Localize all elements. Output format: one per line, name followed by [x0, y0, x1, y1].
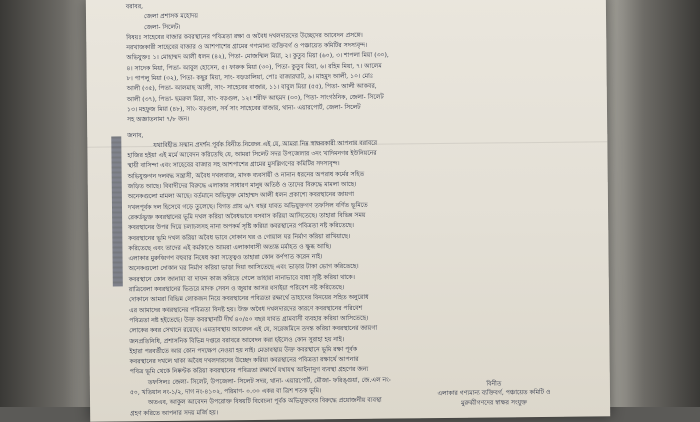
body-line: কবরস্থানে কোন জানাযা বা দাফন কাজ করিতে গেলে তাহারা নানাভাবে বাধা সৃষ্টি করিয়া থাকে। — [128, 273, 355, 284]
body-line: হাজির হইয়া এই মর্মে আবেদন করিতেছি যে, আমরা সিলেট সদর উপজেলার ৩নং খাদিমনগর ইউনিয়নের — [127, 149, 377, 160]
body-line: অনেকগুলো দোকান ঘর নির্মাণ করিয়া ভাড়া দিয়া আসিতেছে এবং ভাড়ার টাকা ভোগ করিতেছে। — [128, 263, 359, 273]
schedule-line: ৫০, খতিয়ান নং-১/২, দাগ নং-৪১০২, পরিমাণ- ০.৩০ একর বা ত্রিশ শতক ভূমি। — [129, 387, 322, 397]
body-line: জনপ্রতিনিধি, প্রশাসনিক বিভিন্ন দপ্তরে বরাবরে আবেদন করা হইলেও কোন সুরাহা হয় নাই। — [129, 335, 345, 345]
accused-line: ৮। পাপলু মিয়া (৩২), পিতা- কছুর মিয়া, সাং- বড়ডালিয়া, পোঃ বাজারঘাট, ৯। মাহমুদ আলী, ১০। মোঃ — [126, 72, 374, 83]
accused-line: সহ অজ্ঞাতনামা ৭/৮ জন। — [127, 115, 190, 124]
body-line: ইহারা পরবর্তীতে আর কোন পদক্ষেপ নেওয়া হয় নাই। মেডাবস্থায় উক্ত কবরস্থানে ভূমি রক্ষা পূর্বক — [129, 345, 358, 356]
body-line: কবরস্থানের দখলে থাকা অবৈধ দখলদারদের উচ্ছেদ করিয়া কবরস্থানের পবিত্রতা রক্ষার্থে আপনার — [129, 355, 359, 366]
schedule-line: তফসিলঃ জেলা- সিলেট, উপজেলা- সিলেট সদর, থানা- এয়ারপোর্ট, মৌজা- ফরিঙ্গুয়া, জে.এল নং- — [147, 376, 391, 386]
subject-line: বিষয়ঃ সাহেবের বাজার কবরস্থানের পবিত্রতা রক্ষা ও অবৈধ দখলদারদের উচ্ছেদের আবেদন প্রসঙ্গে। — [126, 31, 363, 42]
accused-line: ১৩। মহফুজ মিয়া (৪৮), সাং- বড়গুল, সর্ব সাং সাহেবের বাজার, থানা- এয়ারপোর্ট, জেলা- সিলেট — [126, 103, 361, 114]
body-line: করিতেছে এবং তাদের এই কর্মকাণ্ডে আমরা এলাকাবাসী অত্যন্ত মর্মাহত ও ক্ষুব্ধ আছি। — [128, 243, 332, 253]
closing-line: অতএব, আকুল আবেদন উপরোক্ত বিষয়টি বিবেচনা পূর্বক অভিযুক্তদের বিরুদ্ধে প্রয়োজনীয় ব্যবস্থা — [148, 396, 382, 407]
signature-block — [404, 378, 584, 408]
applicants-line: নরখাজকারী সাহেবের বাজার ও আশপাশের গ্রামের গণ্যমান্য ব্যক্তিবর্গ ও পঞ্চায়েত কমিটির সদস্যবৃন্দ। — [126, 41, 368, 52]
body-line: রেকর্ডভুক্ত কবরস্থানের ভূমি দখল করিয়া অবৈধভাবে বসবাস করিয়া আসিতেছে। তাহারা বিভিন্ন সময় — [128, 211, 366, 222]
body-line: অভিযুক্তগন দলবদ্ধ সন্ত্রাসী, অবৈধ দখলবাজ, মাদক ব্যবসায়ী ও নানান ধরনের অপরাধ কর্মের সহিত — [127, 170, 365, 181]
address-recipient: জেলা প্রশাসক মহোদয় — [143, 12, 198, 21]
margin-shadow — [111, 136, 123, 286]
body-line: স্থায়ী বাসিন্দা এবং সাহেবের বাজার সহ আশপাশের গ্রামের মুসল্লিগণের কমিটির সদস্যবৃন্দ। — [127, 160, 340, 170]
body-line: রাত্রিবেলা কবরস্থানের ভিতরে মাদক সেবন ও জুয়ার আসর বসাইয়া পরিবেশ নষ্ট করিতেছে। — [128, 284, 345, 294]
body-line: কবরস্থানের ভূমি দখল করিয়া অবৈধ ভাবে দোকান ঘর ও গোয়াল ঘর নির্মাণ করিয়া রাখিয়াছে। — [128, 232, 351, 242]
signature-line: বিনীত — [486, 379, 502, 388]
address-district: জেলা- সিলেট। — [144, 23, 181, 31]
body-line: পবিত্র ভূমি থেকে নিষ্কণ্টক করিয়া কবরস্থানের পবিত্রতা রক্ষার্থে যথাযথ আইনানুগ ব্যবস্থা গ্রহণের জন্য — [129, 366, 369, 376]
signature-line: এলাকার গণ্যমান্য ব্যক্তিবর্গ, পঞ্চায়েত কমিটি ও — [437, 388, 551, 398]
body-line: পবিত্রতা নষ্ট হইতেছে। উক্ত কবরস্থানটি দীর্ঘ ৪০/৫০ বছর যাবত গ্রামবাসী ব্যবহার করিয়া আসিতেছে। — [129, 314, 369, 325]
letter-page — [86, 0, 610, 422]
body-line: যথাবিহীত সম্মান প্রদর্শন পূর্বক বিনীত নিবেদন এই যে, আমরা নিম্ন স্বাক্ষরকারী আপনার বরাবরে — [153, 139, 378, 149]
accused-line: আলী (৩৭), পিতা- ছমরুল মিয়া, সাং- বড়গুল, ১২। শরীফ আহমদ (৩০), পিতা- সাংগঠনিক, জেলা- সিলেট — [126, 93, 384, 103]
body-line: লোকের কবর সেখানে রয়েছে। এমতাবস্থায় আবেদন এই যে, সরেজমিনে তদন্ত করিয়া কবরস্থানের জায়গা — [129, 324, 378, 335]
address-to: বরাবর, — [125, 3, 144, 11]
body-line: অনেকগুলো মামলা আছে। বর্তমানে অভিযুক্ত মোহাম্মদ আলী ধলন প্রকাশ্যে কবরস্থানের জায়গা — [127, 191, 355, 201]
salutation: জনাব, — [127, 131, 144, 139]
body-line: কবরস্থানের উপর দিয়ে চলাচলসহ নানা অপকর্ম সৃষ্টি করিয়া কবরস্থানের পবিত্রতা নষ্ট করিতেছে। — [128, 222, 355, 232]
body-line: এলাকার মুরুব্বিগণ বহুবার নিষেধ করা সত্ত্বেও তাহারা কোন কর্ণপাত করেন নাই। — [128, 253, 323, 263]
accused-line: আলী (৩৫), পিতা- আলমাছ আলী, সাং- সাহেবের বাজার, ১১। বাবুল মিয়া (৫৫), পিতা- আলী আকবর, — [126, 83, 377, 93]
signature-line: মুরুব্বীগণদের স্বাক্ষর সংযুক্ত — [461, 398, 528, 407]
letter-body — [126, 0, 600, 419]
closing-line: গ্রহণ করিতে আপনার সদয় মর্জি হয়। — [130, 408, 219, 417]
accused-line: অভিযুক্তঃ ১। মোহাম্মদ আলী ধলন (৪২), পিতা- মোজম্মিল মিয়া, ২। কুতুব মিয়া (৬০), ৩। শাপলা মিয়া (৩০), — [126, 52, 389, 62]
body-line: দোকানে আমরা বিভিন্ন লোকজন নিয়ে কবরস্থানের পবিত্রতা রক্ষার্থে তাহাদের বিনয়ের সহিত অনুরোধ — [128, 294, 369, 304]
body-line: জড়িত আছে। বিবাদীদের বিরুদ্ধে এলাকার সাধারণ মানুষ অতিষ্ঠ ও তাদের বিরুদ্ধে মামলা আছে। — [127, 180, 357, 191]
body-line: এর আমাদের কবরস্থানের পবিত্রতা বিনষ্ট হয়। উক্ত অবৈধ দখলদারদের কারণে কবরস্থানের পরিবেশ — [129, 304, 363, 314]
accused-line: ৪। সাদেক মিয়া, পিতা- আবুল হোসেন, ৫। ফারুক মিয়া (৩০), পিতা- কুতুব মিয়া, ৬। রহিম মিয়া, ৭। আলেম — [126, 62, 382, 73]
body-line: দখলপূর্বক দল হিসেবে গড়ে তুলেছে। বিগত প্রায় ৬/৭ বছর যাবত অভিযুক্তগণ তফসিল বর্ণিত ভূমিতে — [127, 201, 368, 211]
